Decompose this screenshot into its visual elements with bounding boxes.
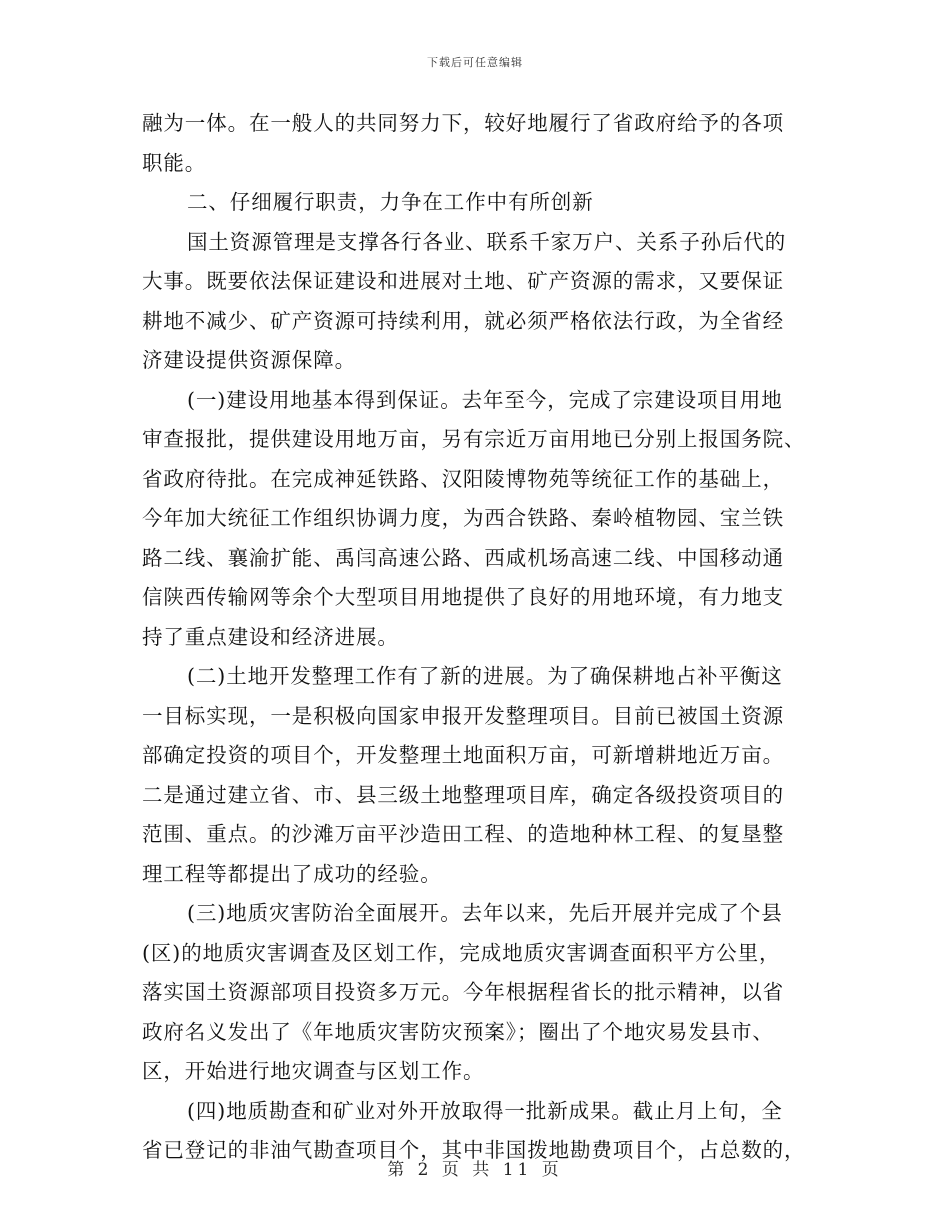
text-line: 大事。既要依法保证建设和进展对土地、矿产资源的需求，又要保证 [142,269,784,293]
text-line: 范围、重点。的沙滩万亩平沙造田工程、的造地种林工程、的复垦整 [142,822,784,846]
text-line: 落实国土资源部项目投资多万元。今年根据程省长的批示精神，以省 [142,980,784,1004]
text-line: 今年加大统征工作组织协调力度，为西合铁路、秦岭植物园、宝兰铁 [142,506,784,530]
text-line: 一目标实现，一是积极向国家申报开发整理项目。目前已被国土资源 [142,703,784,728]
text-line: (一)建设用地基本得到保证。去年至今，完成了宗建设项目用地 [187,387,783,412]
section-heading: 二、仔细履行职责，力争在工作中有所创新 [187,190,594,214]
text-line: 部确定投资的项目个，开发整理土地面积万亩，可新增耕地近万亩。 [142,743,784,767]
text-line: 耕地不减少、矿产资源可持续利用，就必须严格依法行政，为全省经 [142,308,784,333]
page-number: 第 2 页 共 11 页 [387,1160,563,1180]
text-line: 审查报批，提供建设用地万亩，另有宗近万亩用地已分别上报国务院、 [142,427,806,451]
text-line: 济建设提供资源保障。 [142,348,356,372]
text-line: 信陕西传输网等余个大型项目用地提供了良好的用地环境，有力地支 [142,585,784,609]
text-line: (四)地质勘查和矿业对外开放取得一批新成果。截止月上旬，全 [187,1098,783,1123]
text-line: (二)土地开发整理工作有了新的进展。为了确保耕地占补平衡这 [187,664,783,688]
text-line: 路二线、襄渝扩能、禹闫高速公路、西咸机场高速二线、中国移动通 [142,545,784,570]
text-line: 职能。 [142,150,207,175]
text-line: 政府名义发出了《年地质灾害防灾预案》；圈出了个地灾易发县市、 [142,1019,774,1044]
page-header: 下载后可任意编辑 [427,56,523,69]
text-line: (三)地质灾害防治全面展开。去年以来，先后开展并完成了个县 [187,901,783,925]
text-line: (区)的地质灾害调查及区划工作，完成地质灾害调查面积平方公里， [142,940,781,965]
text-line: 区，开始进行地灾调查与区划工作。 [142,1059,485,1083]
text-line: 国土资源管理是支撑各行各业、联系千家万户、关系子孙后代的 [187,229,787,254]
text-line: 持了重点建设和经济进展。 [142,624,399,649]
document-body [142,104,812,1171]
text-line: 融为一体。在一般人的共同努力下，较好地履行了省政府给予的各项 [142,111,784,135]
text-line: 二是通过建立省、市、县三级土地整理项目库，确定各级投资项目的 [142,782,784,807]
text-line: 省已登记的非油气勘查项目个，其中非国拨地勘费项目个，占总数的， [142,1138,806,1162]
text-line: 理工程等都提出了成功的经验。 [142,861,442,886]
text-line: 省政府待批。在完成神延铁路、汉阳陵博物苑等统征工作的基础上， [142,466,784,491]
